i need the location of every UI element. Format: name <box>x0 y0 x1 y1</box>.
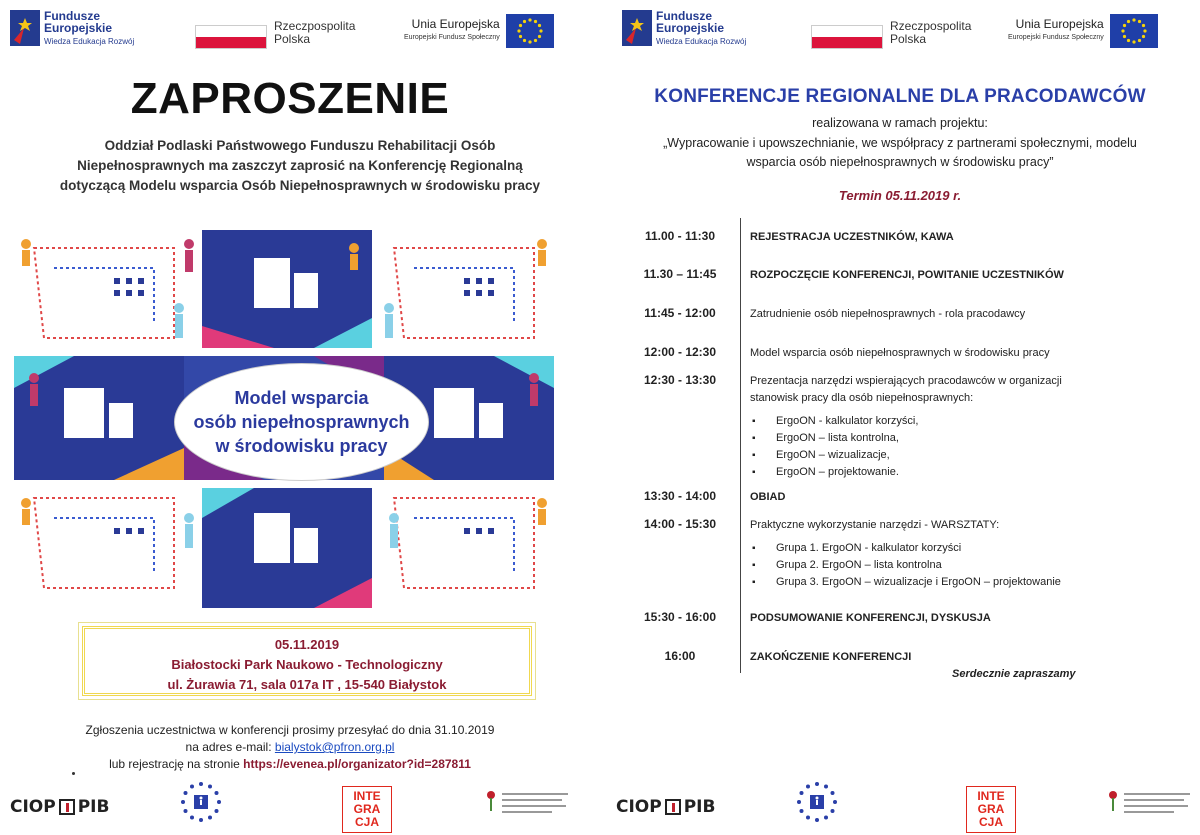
event-info-box <box>82 626 532 696</box>
project-intro: realizowana w ramach projektu: <box>812 116 988 130</box>
integracja-line-3: CJA <box>354 815 379 829</box>
oval-line-3: w środowisku pracy <box>215 436 388 456</box>
eu-flag-icon <box>1110 14 1158 48</box>
intro-line-3: dotyczącą Modelu wsparcia Osób Niepełnosprawnych w środowisku pracy <box>59 178 541 193</box>
conference-date: Termin 05.11.2019 r. <box>838 188 962 203</box>
polish-flag-icon <box>196 26 266 48</box>
integracja-logo <box>342 786 392 833</box>
schedule-item: ROZPOCZĘCIE KONFERENCJI, POWITANIE UCZESTNIKÓW <box>750 269 1064 281</box>
schedule-item: Model wsparcia osób niepełnosprawnych w środowisku pracy <box>750 347 1050 359</box>
artwork-oval-caption <box>174 363 429 481</box>
pfron-flower-icon <box>484 790 498 812</box>
pfron-logo-right <box>1106 790 1196 814</box>
schedule-time: 16:00 <box>664 649 696 663</box>
pfron-flower-icon <box>1106 790 1120 812</box>
fe-line1: Fundusze <box>656 9 712 23</box>
integracja-line-3: CJA <box>978 815 1003 829</box>
schedule-item-text: Praktyczne wykorzystanie narzędzi - WARSZTATY: <box>750 519 1000 531</box>
eu-flag-icon <box>506 14 554 48</box>
rp-line2: Polska <box>890 32 927 46</box>
schedule-time: 11.00 - 11:30 <box>644 229 716 243</box>
ciop-mark-icon <box>59 799 75 815</box>
integracja-line-2: GRA <box>977 802 1005 816</box>
ciop-left-text: CIOP <box>616 797 662 817</box>
ciop-mark-icon <box>665 799 681 815</box>
project-name <box>630 134 1170 172</box>
schedule-divider <box>740 218 741 673</box>
event-venue: Białostocki Park Naukowo - Technologiczny <box>171 657 443 672</box>
list-item: ▪ Grupa 3. ErgoON – wizualizacje i ErgoON – projektowanie <box>776 574 1090 591</box>
list-item: ▪ ErgoON – lista kontrolna, <box>776 430 1090 447</box>
eu-line2: Europejski Fundusz Społeczny <box>404 34 500 41</box>
list-item: ▪ ErgoON – projektowanie. <box>776 464 1090 481</box>
rp-line1: Rzeczpospolita <box>274 19 356 33</box>
rp-line2: Polska <box>274 32 311 46</box>
ciop-right-text: PIB <box>77 797 110 817</box>
schedule-time: 12:30 - 13:30 <box>643 373 717 387</box>
schedule-item-text: Prezentacja narzędzi wspierających pracodawców w organizacji stanowisk pracy dla osób niepełnosprawnych: <box>750 375 1062 404</box>
fe-line2: Europejskie <box>44 21 113 35</box>
oval-line-2: osób niepełnosprawnych <box>193 412 410 432</box>
accessibility-stars-icon <box>794 780 840 826</box>
unia-europejska-logo <box>404 14 554 48</box>
schedule-item: Zatrudnienie osób niepełnosprawnych - rola pracodawcy <box>750 308 1026 320</box>
list-item: ▪ Grupa 2. ErgoON – lista kontrolna <box>776 557 1090 574</box>
ciop-pib-logo <box>10 797 109 817</box>
fundusze-europejskie-logo-right <box>622 10 746 48</box>
conference-artwork <box>14 228 554 610</box>
rzeczpospolita-logo-right <box>812 20 971 48</box>
fe-line1: Fundusze <box>44 9 100 23</box>
pfron-text-lines <box>502 790 572 814</box>
invitation-intro <box>40 136 560 196</box>
ciop-right-text: PIB <box>683 797 716 817</box>
closing-line: Serdecznie zapraszamy <box>952 668 1076 680</box>
schedule-time: 13:30 - 14:00 <box>643 489 717 503</box>
rp-line1: Rzeczpospolita <box>890 19 972 33</box>
registration-deadline: Zgłoszenia uczestnictwa w konferencji prosimy przesyłać do dnia 31.10.2019 <box>85 723 495 737</box>
accessibility-stars-icon <box>178 780 224 826</box>
list-item: ▪ ErgoON – wizualizacje, <box>776 447 1090 464</box>
fe-line3: Wiedza Edukacja Rozwój <box>656 37 747 46</box>
oval-line-1: Model wsparcia <box>234 388 369 408</box>
schedule-item: PODSUMOWANIE KONFERENCJI, DYSKUSJA <box>750 612 991 624</box>
eu-line1: Unia Europejska <box>411 17 500 31</box>
event-date: 05.11.2019 <box>274 637 340 652</box>
integracja-logo-right <box>966 786 1016 833</box>
intro-line-1: Oddział Podlaski Państwowego Funduszu Rehabilitacji Osób <box>104 138 496 153</box>
fe-line3: Wiedza Edukacja Rozwój <box>44 37 135 46</box>
schedule-item-with-list <box>750 517 1090 591</box>
invitation-title: ZAPROSZENIE <box>130 74 450 123</box>
registration-url-link[interactable]: https://evenea.pl/organizator?id=287811 <box>243 757 471 771</box>
conference-title: KONFERENCJE REGIONALNE DLA PRACODAWCÓW <box>654 86 1146 107</box>
schedule-item: ZAKOŃCZENIE KONFERENCJI <box>750 651 912 663</box>
schedule-item-with-list <box>750 373 1090 481</box>
schedule-time: 14:00 - 15:30 <box>643 517 717 531</box>
schedule-time: 11:45 - 12:00 <box>644 306 716 320</box>
pfron-logo <box>484 790 574 814</box>
fundusze-europejskie-logo <box>10 10 134 48</box>
schedule-time: 12:00 - 12:30 <box>643 345 717 359</box>
ciop-pib-logo-right <box>616 797 715 817</box>
project-name-line-1: „Wypracowanie i upowszechnianie, we współpracy z partnerami społecznymi, modelu <box>663 136 1137 150</box>
fe-star-icon <box>10 10 40 46</box>
eu-line1: Unia Europejska <box>1015 17 1104 31</box>
integracja-line-1: INTE <box>353 789 381 803</box>
eu-line2: Europejski Fundusz Społeczny <box>1008 34 1104 41</box>
ciop-left-text: CIOP <box>10 797 56 817</box>
list-item: ▪ Grupa 1. ErgoON - kalkulator korzyści <box>776 540 1090 557</box>
schedule-time: 15:30 - 16:00 <box>643 610 717 624</box>
integracja-line-2: GRA <box>353 802 381 816</box>
fe-line2: Europejskie <box>656 21 725 35</box>
registration-info <box>50 722 530 773</box>
schedule-time: 11.30 – 11:45 <box>643 267 717 281</box>
fe-star-icon <box>622 10 652 46</box>
intro-line-2: Niepełnosprawnych ma zaszczyt zaprosić na Konferencję Regionalną <box>77 158 523 173</box>
polish-flag-icon <box>812 26 882 48</box>
registration-url-label: lub rejestrację na stronie <box>109 757 244 771</box>
registration-email-label: na adres e-mail: <box>185 740 275 754</box>
schedule-item: OBIAD <box>750 491 786 503</box>
pfron-text-lines <box>1124 790 1194 814</box>
list-item: ▪ ErgoON - kalkulator korzyści, <box>776 413 1090 430</box>
integracja-line-1: INTE <box>977 789 1005 803</box>
schedule-item: REJESTRACJA UCZESTNIKÓW, KAWA <box>750 231 954 243</box>
rzeczpospolita-logo <box>196 20 355 48</box>
registration-email-link[interactable]: bialystok@pfron.org.pl <box>274 740 395 754</box>
unia-europejska-logo-right <box>1008 14 1158 48</box>
project-name-line-2: wsparcia osób niepełnosprawnych w środowisku pracy” <box>746 155 1054 169</box>
event-address: ul. Żurawia 71, sala 017a IT , 15-540 Białystok <box>167 677 447 692</box>
stray-dot <box>72 772 75 775</box>
